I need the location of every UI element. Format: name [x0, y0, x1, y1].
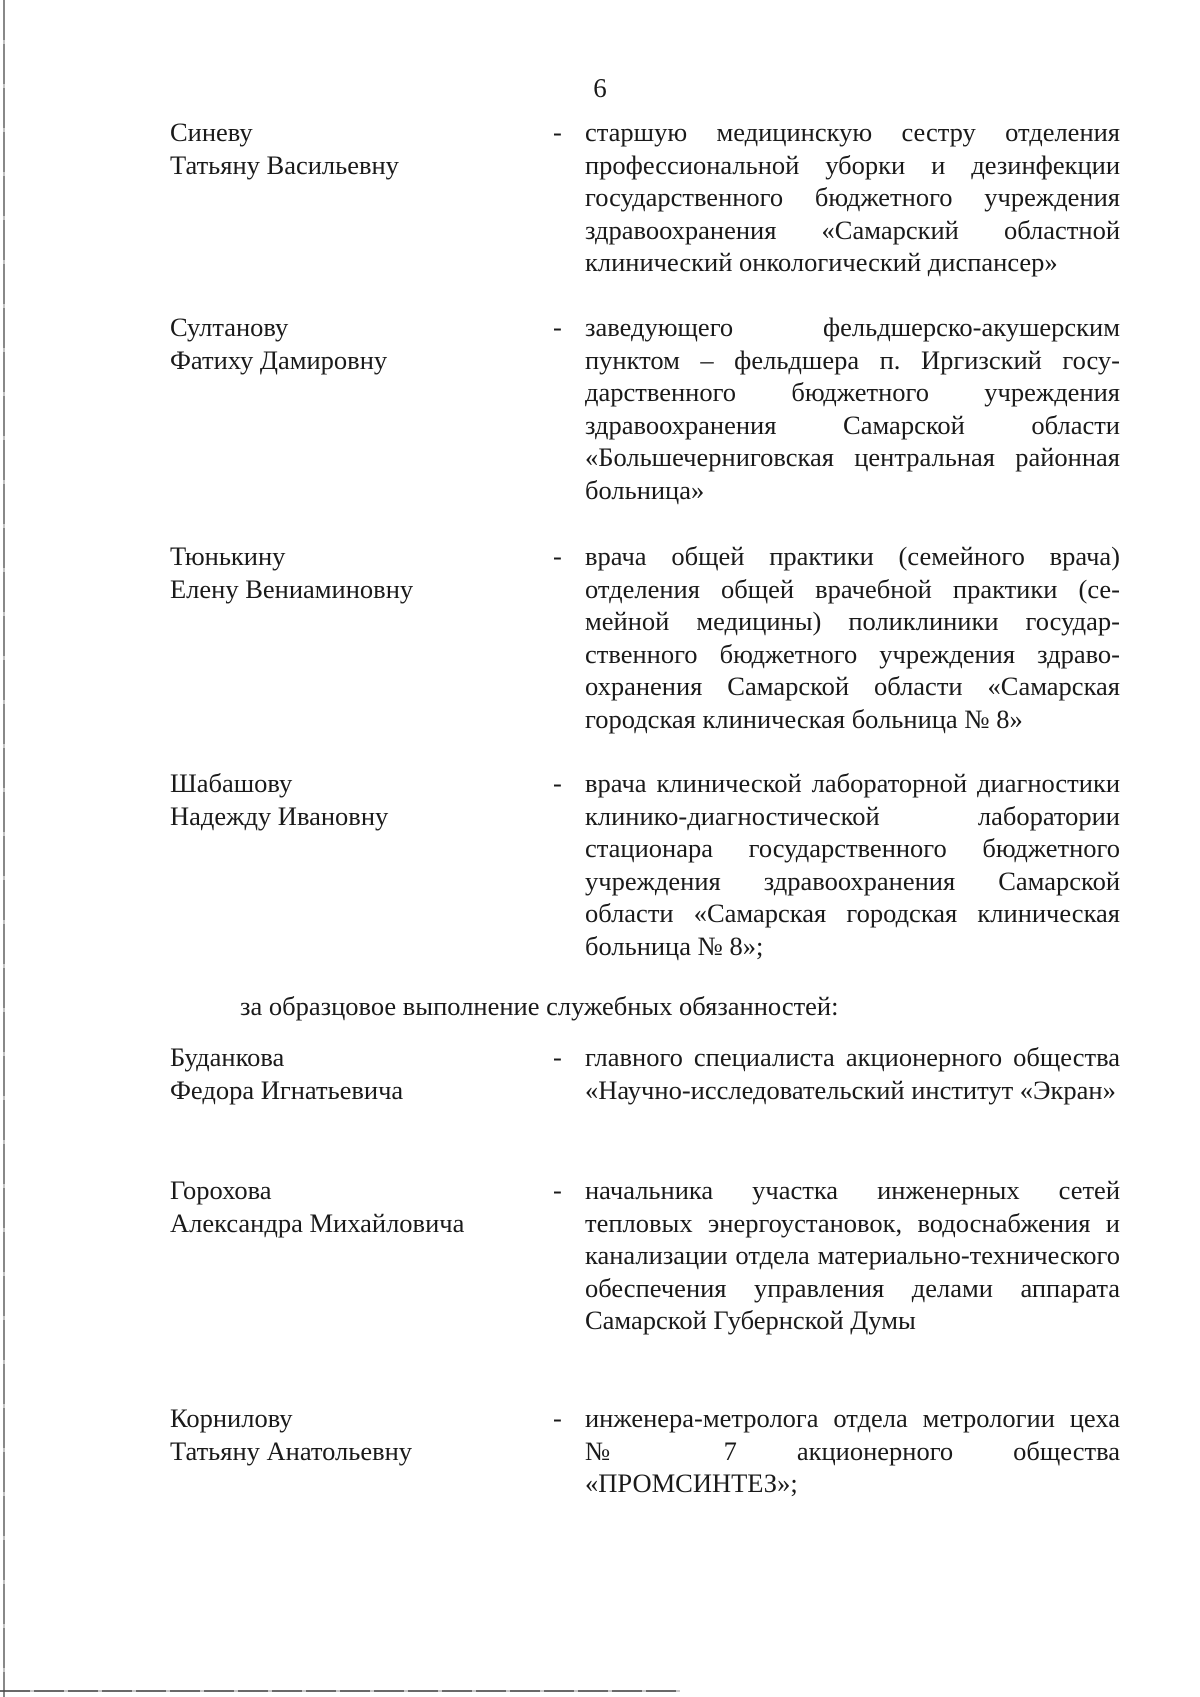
person-given-names: Фатиху Дамировну [170, 344, 388, 375]
person-name [170, 1041, 550, 1106]
page-number: 6 [593, 73, 607, 103]
position-description: инженера-метролога отдела метрологии цеха № 7 акционерного общества «ПРОМСИНТЕЗ»; [585, 1403, 1120, 1498]
position-description: главного специалиста акционерного общества «Научно-исследовательский институт «Экран» [585, 1042, 1120, 1105]
person-name [170, 540, 550, 605]
person-given-names: Татьяну Анатольевну [170, 1435, 413, 1466]
person-name [170, 116, 550, 181]
position-description: старшую медицинскую сестру отделения профессиональной уборки и дезинфекции государственного бюджетного учреждения здравоохранения «Самарский областной клинический онкологический диспансер» [585, 117, 1120, 277]
section-heading: за образцовое выполнение служебных обязанностей: [240, 991, 839, 1021]
entry-dash: - [553, 541, 562, 571]
entry-dash: - [553, 1042, 562, 1072]
person-given-names: Татьяну Васильевну [170, 149, 399, 180]
person-given-names: Елену Вениаминовну [170, 573, 414, 604]
scan-bottom-edge [0, 1690, 680, 1692]
person-name [170, 767, 550, 832]
position-description: заведующего фельдшерско-акушерским пунктом – фельдшера п. Иргизский государственного бюджетного учреждения здравоохранения Самарской области «Большечерниговская центральная районная больница» [585, 312, 1120, 505]
person-surname: Синеву [170, 117, 253, 147]
scan-left-edge [3, 0, 5, 1697]
entry-dash: - [553, 117, 562, 147]
person-surname: Буданкова [170, 1042, 285, 1072]
position-description: врача клинической лабораторной диагностики клинико-диагностической лаборатории стационара государственного бюджетного учреждения здравоохранения Самарской области «Самарская городская клиническая больница № 8»; [585, 768, 1120, 961]
position-description: начальника участка инженерных сетей тепловых энергоустановок, водоснабжения и канализации отдела материально-технического обеспечения управления делами аппарата Самарской Губернской Думы [585, 1175, 1120, 1335]
entry-dash: - [553, 768, 562, 798]
entry-dash: - [553, 312, 562, 342]
person-given-names: Надежду Ивановну [170, 800, 389, 831]
person-name [170, 1174, 550, 1239]
person-surname: Султанову [170, 312, 289, 342]
position-description: врача общей практики (семейного врача) отделения общей врачебной практики (семейной медицины) поликлиники государственного бюджетного учреждения здравоохранения Самарской области «Самарская городская клиническая больница № 8» [585, 541, 1120, 734]
person-given-names: Федора Игнатьевича [170, 1074, 404, 1105]
person-surname: Горохова [170, 1175, 272, 1205]
person-surname: Шабашову [170, 768, 293, 798]
person-name [170, 1402, 550, 1467]
person-name [170, 311, 550, 376]
person-given-names: Александра Михайловича [170, 1207, 465, 1238]
person-surname: Тюнькину [170, 541, 286, 571]
entry-dash: - [553, 1403, 562, 1433]
entry-dash: - [553, 1175, 562, 1205]
person-surname: Корнилову [170, 1403, 293, 1433]
